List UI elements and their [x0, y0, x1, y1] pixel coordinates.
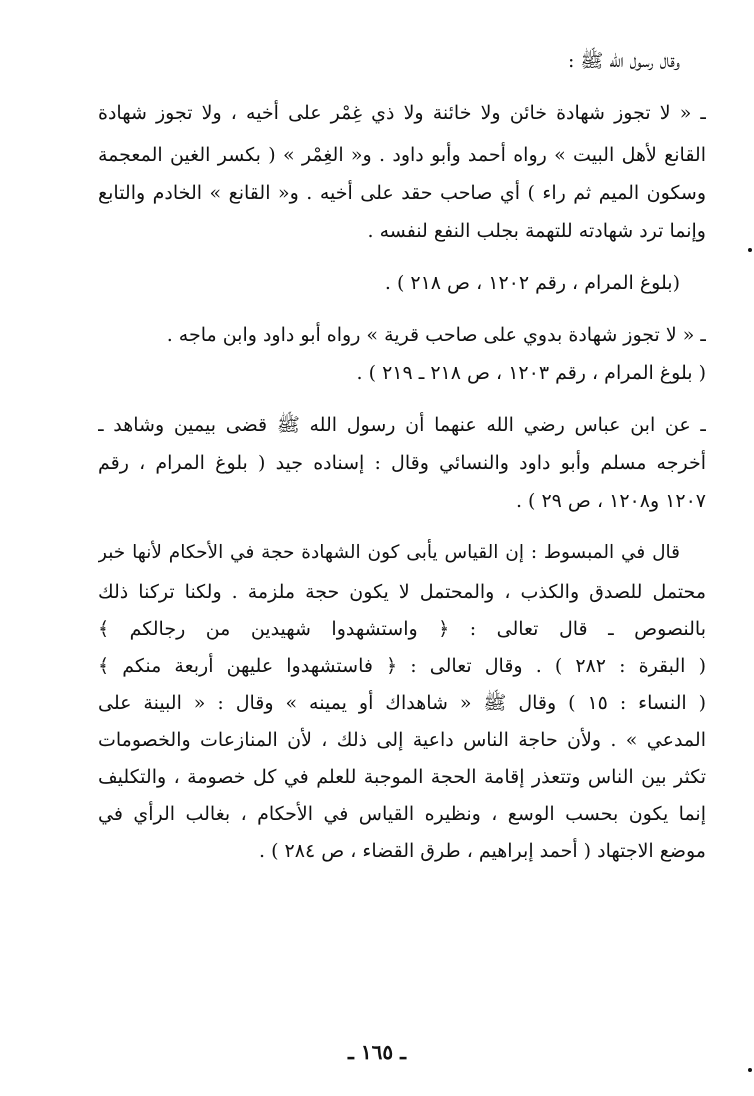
- spacer: [98, 390, 706, 408]
- text-line: تكثر بين الناس وتتعذر إقامة الحجة الموجبة للعلم في كل خصومة ، والتكليف: [98, 766, 706, 788]
- text-line: بالنصوص ـ قال تعالى : ﴿ واستشهدوا شهيدين من رجالكم ﴾: [98, 618, 706, 640]
- text-line: وإنما ترد شهادته للتهمة بجلب النفع لنفسه .: [367, 220, 706, 242]
- document-page: [98, 44, 706, 868]
- text-line: القانع لأهل البيت » رواه أحمد وأبو داود . و« الغِمْر » ( بكسر الغين المعجمة: [98, 144, 706, 166]
- spacer: [98, 518, 706, 536]
- text-line: ـ « لا تجوز شهادة خائن ولا خائنة ولا ذي غِمْر على أخيه ، ولا تجوز شهادة: [98, 102, 706, 124]
- text-line: محتمل للصدق والكذب ، والمحتمل لا يكون حجة ملزمة . ولكنا تركنا ذلك: [98, 581, 706, 603]
- scan-mark: [748, 1068, 752, 1072]
- text-line: المدعي » . ولأن حاجة الناس داعية إلى ذلك ، لأن المنازعات والخصومات: [98, 729, 706, 751]
- text-line: ـ « لا تجوز شهادة بدوي على صاحب قرية » رواه أبو داود وابن ماجه .: [166, 324, 706, 346]
- text-line: وسكون الميم ثم راء ) أي صاحب حقد على أخيه . و« القانع » الخادم والتابع: [98, 182, 706, 204]
- spacer: [98, 300, 706, 318]
- text-line: ( البقرة : ٢٨٢ ) . وقال تعالى : ﴿ فاستشهدوا عليهن أربعة منكم ﴾: [98, 655, 706, 677]
- text-line: إنما يكون بحسب الوسع ، ونظيره القياس في الأحكام ، بغالب الرأي في: [98, 803, 706, 825]
- text-line: ( النساء : ١٥ ) وقال ﷺ « شاهداك أو يمينه » وقال : « البينة على: [98, 692, 706, 714]
- citation: (بلوغ المرام ، رقم ١٢٠٢ ، ص ٢١٨ ) .: [384, 272, 680, 294]
- text-line: ١٢٠٧ و١٢٠٨ ، ص ٢٩ ) .: [515, 490, 706, 512]
- scan-mark: [748, 248, 752, 252]
- text-line: قال في المبسوط : إن القياس يأبى كون الشهادة حجة في الأحكام لأنها خبر: [98, 542, 680, 563]
- text-line: ـ عن ابن عباس رضي الله عنهما أن رسول الله ﷺ قضى بيمين وشاهد ـ: [98, 414, 706, 436]
- spacer: [98, 248, 706, 266]
- text-line: وقال رسول الله ﷺ :: [567, 50, 680, 72]
- text-line: أخرجه مسلم وأبو داود والنسائي وقال : إسناده جيد ( بلوغ المرام ، رقم: [98, 452, 706, 474]
- spacer: [98, 130, 706, 138]
- citation: ( بلوغ المرام ، رقم ١٢٠٣ ، ص ٢١٨ ـ ٢١٩ ) .: [356, 362, 706, 384]
- text-line: موضع الاجتهاد ( أحمد إبراهيم ، طرق القضاء ، ص ٢٨٤ ) .: [259, 840, 706, 862]
- page-number: ـ ١٦٥ ـ: [348, 1040, 406, 1064]
- spacer: [98, 78, 706, 96]
